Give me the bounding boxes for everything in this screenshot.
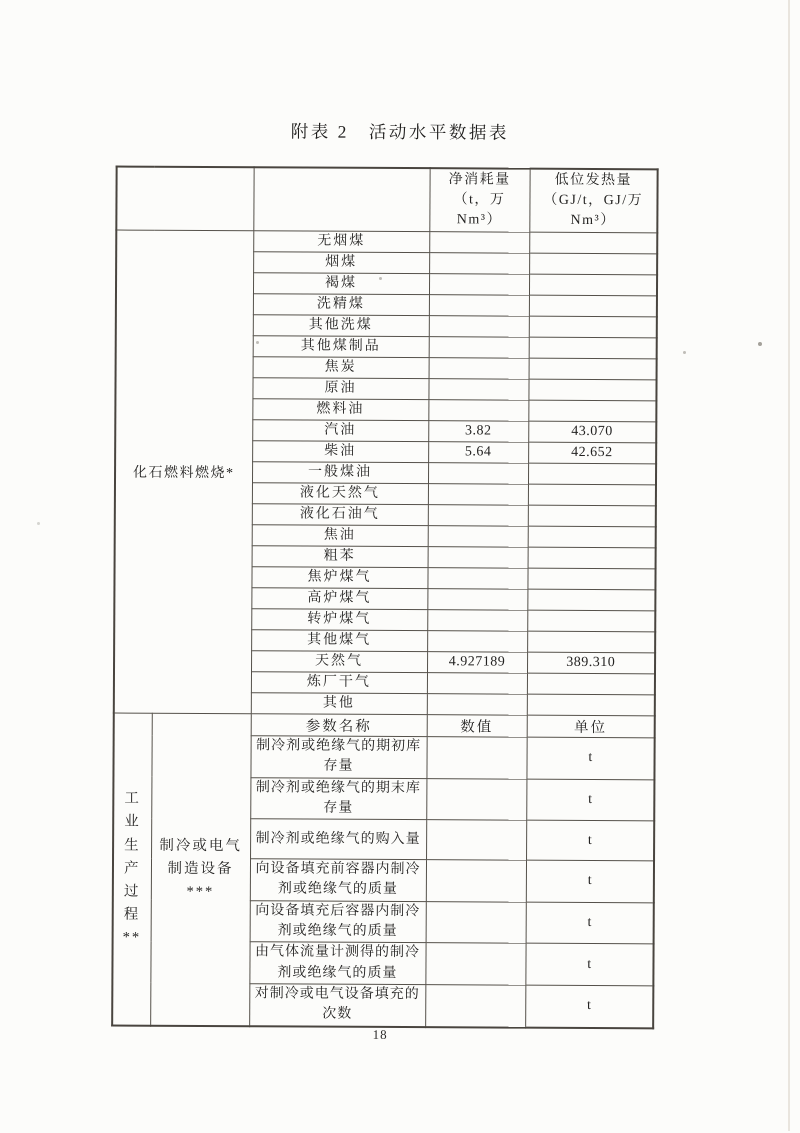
fuel-name-cell: 一般煤油 xyxy=(252,462,428,484)
fuel-heating-cell xyxy=(528,526,656,548)
param-name-cell: 向设备填充前容器内制冷剂或绝缘气的质量 xyxy=(250,859,426,902)
fuel-heating-cell xyxy=(529,358,657,380)
fuel-name-cell: 其他洗煤 xyxy=(253,315,429,337)
header-blank-cell xyxy=(253,167,429,231)
param-unit-cell: t xyxy=(525,944,653,986)
param-unit-cell: t xyxy=(525,985,653,1028)
fuel-consumption-cell xyxy=(427,610,527,632)
fuel-name-cell: 炼厂干气 xyxy=(251,672,427,694)
fuel-consumption-cell: 3.82 xyxy=(428,421,528,443)
fuel-heating-cell xyxy=(527,589,655,611)
fuel-consumption-cell xyxy=(427,694,527,716)
param-value-cell xyxy=(426,901,526,943)
fuel-name-cell: 焦油 xyxy=(252,525,428,547)
param-header-value: 数值 xyxy=(427,715,527,738)
fuel-consumption-cell xyxy=(429,316,529,338)
param-value-cell xyxy=(426,778,526,820)
fuel-name-cell: 褐煤 xyxy=(253,273,429,295)
fuel-heating-cell: 389.310 xyxy=(527,652,655,674)
param-name-cell: 制冷剂或绝缘气的期末库存量 xyxy=(250,777,426,820)
param-unit-cell: t xyxy=(526,737,654,779)
fuel-consumption-cell xyxy=(428,547,528,569)
fuel-heating-cell xyxy=(528,379,656,401)
fuel-heating-cell xyxy=(528,547,656,569)
category-refrigeration-electrical-equipment: 制冷或电气 制造设备 *** xyxy=(150,713,251,1026)
fuel-consumption-cell xyxy=(429,358,529,380)
param-unit-cell: t xyxy=(526,820,654,861)
fuel-name-cell: 焦炭 xyxy=(253,357,429,379)
param-value-cell xyxy=(426,820,526,861)
fuel-heating-cell xyxy=(528,484,656,506)
fuel-name-cell: 高炉煤气 xyxy=(251,588,427,610)
fuel-consumption-cell: 4.927189 xyxy=(427,652,527,674)
param-header-unit: 单位 xyxy=(527,715,655,738)
param-name-cell: 向设备填充后容器内制冷剂或绝缘气的质量 xyxy=(250,901,426,944)
param-name-cell: 制冷剂或绝缘气的期初库存量 xyxy=(250,736,426,779)
fuel-heating-cell xyxy=(529,337,657,359)
activity-table-container xyxy=(111,166,658,1029)
fuel-consumption-cell: 5.64 xyxy=(428,442,528,464)
fuel-consumption-cell xyxy=(429,232,529,254)
fuel-heating-cell xyxy=(527,610,655,632)
header-net-consumption: 净消耗量 （t，万 Nm³） xyxy=(429,168,529,232)
param-name-cell: 由气体流量计测得的制冷剂或绝缘气的质量 xyxy=(249,942,425,985)
fuel-consumption-cell xyxy=(427,589,527,611)
fuel-consumption-cell xyxy=(428,463,528,485)
fuel-consumption-cell xyxy=(429,337,529,359)
fuel-consumption-cell xyxy=(428,400,528,422)
param-tbody xyxy=(112,713,655,1028)
header-blank-cell xyxy=(116,167,253,231)
fuel-heating-cell xyxy=(528,400,656,422)
fuel-consumption-cell xyxy=(428,526,528,548)
category-industrial-process: 工业 生产 过程 ** xyxy=(112,713,152,1025)
page-title: 附表 2 活动水平数据表 xyxy=(290,121,509,143)
page-number: 18 xyxy=(372,1026,388,1042)
fuel-heating-cell xyxy=(529,232,657,254)
parameter-header-row xyxy=(114,713,655,738)
fuel-name-cell: 转炉煤气 xyxy=(251,609,427,631)
fuel-consumption-cell xyxy=(427,568,527,590)
fuel-name-cell: 液化石油气 xyxy=(252,504,428,526)
fuel-consumption-cell xyxy=(428,484,528,506)
category-fossil-fuel-combustion: 化石燃料燃烧* xyxy=(114,230,254,714)
fuel-name-cell: 焦炉煤气 xyxy=(251,567,427,589)
activity-level-table xyxy=(111,166,658,1029)
fuel-heating-cell: 42.652 xyxy=(528,442,656,464)
param-unit-cell: t xyxy=(526,902,654,944)
fuel-consumption-cell xyxy=(429,295,529,317)
column-header-row xyxy=(116,167,657,233)
fuel-heating-cell xyxy=(528,463,656,485)
fuel-consumption-cell xyxy=(427,673,527,695)
fuel-name-cell: 洗精煤 xyxy=(253,294,429,316)
fuel-name-cell: 无烟煤 xyxy=(253,231,429,253)
header-low-heating-value: 低位发热量 （GJ/t，GJ/万 Nm³） xyxy=(529,169,657,233)
fuel-name-cell: 其他煤制品 xyxy=(253,336,429,358)
fuel-heating-cell: 43.070 xyxy=(528,421,656,443)
fuel-heating-cell xyxy=(529,253,657,275)
param-unit-cell: t xyxy=(526,860,654,902)
fuel-name-cell: 粗苯 xyxy=(252,546,428,568)
fuel-consumption-cell xyxy=(427,631,527,653)
fuel-name-cell: 其他 xyxy=(251,693,427,715)
param-unit-cell: t xyxy=(526,779,654,821)
param-header-name: 参数名称 xyxy=(251,714,427,737)
fuel-heating-cell xyxy=(529,274,657,296)
fuel-name-cell: 汽油 xyxy=(252,420,428,442)
fuel-consumption-cell xyxy=(428,505,528,527)
fuel-heating-cell xyxy=(528,505,656,527)
fuel-name-cell: 燃料油 xyxy=(252,399,428,421)
fuel-tbody xyxy=(114,230,658,716)
fuel-name-cell: 液化天然气 xyxy=(252,483,428,505)
header-tbody xyxy=(116,167,657,233)
fuel-name-cell: 原油 xyxy=(252,378,428,400)
fuel-consumption-cell xyxy=(428,379,528,401)
param-value-cell xyxy=(425,943,525,985)
fuel-consumption-cell xyxy=(429,274,529,296)
fuel-name-cell: 烟煤 xyxy=(253,252,429,274)
param-name-cell: 制冷剂或绝缘气的购入量 xyxy=(250,819,426,860)
fuel-name-cell: 天然气 xyxy=(251,651,427,673)
fuel-heating-cell xyxy=(529,316,657,338)
param-name-cell: 对制冷或电气设备填充的次数 xyxy=(249,984,425,1027)
fuel-heating-cell xyxy=(527,631,655,653)
fuel-consumption-cell xyxy=(429,253,529,275)
fuel-heating-cell xyxy=(527,568,655,590)
fuel-heating-cell xyxy=(527,673,655,695)
param-value-cell xyxy=(425,985,525,1028)
param-value-cell xyxy=(426,737,526,779)
fuel-heating-cell xyxy=(527,694,655,716)
fuel-name-cell: 柴油 xyxy=(252,441,428,463)
fuel-heating-cell xyxy=(529,295,657,317)
fuel-row xyxy=(116,230,657,254)
param-value-cell xyxy=(426,860,526,902)
fuel-name-cell: 其他煤气 xyxy=(251,630,427,652)
